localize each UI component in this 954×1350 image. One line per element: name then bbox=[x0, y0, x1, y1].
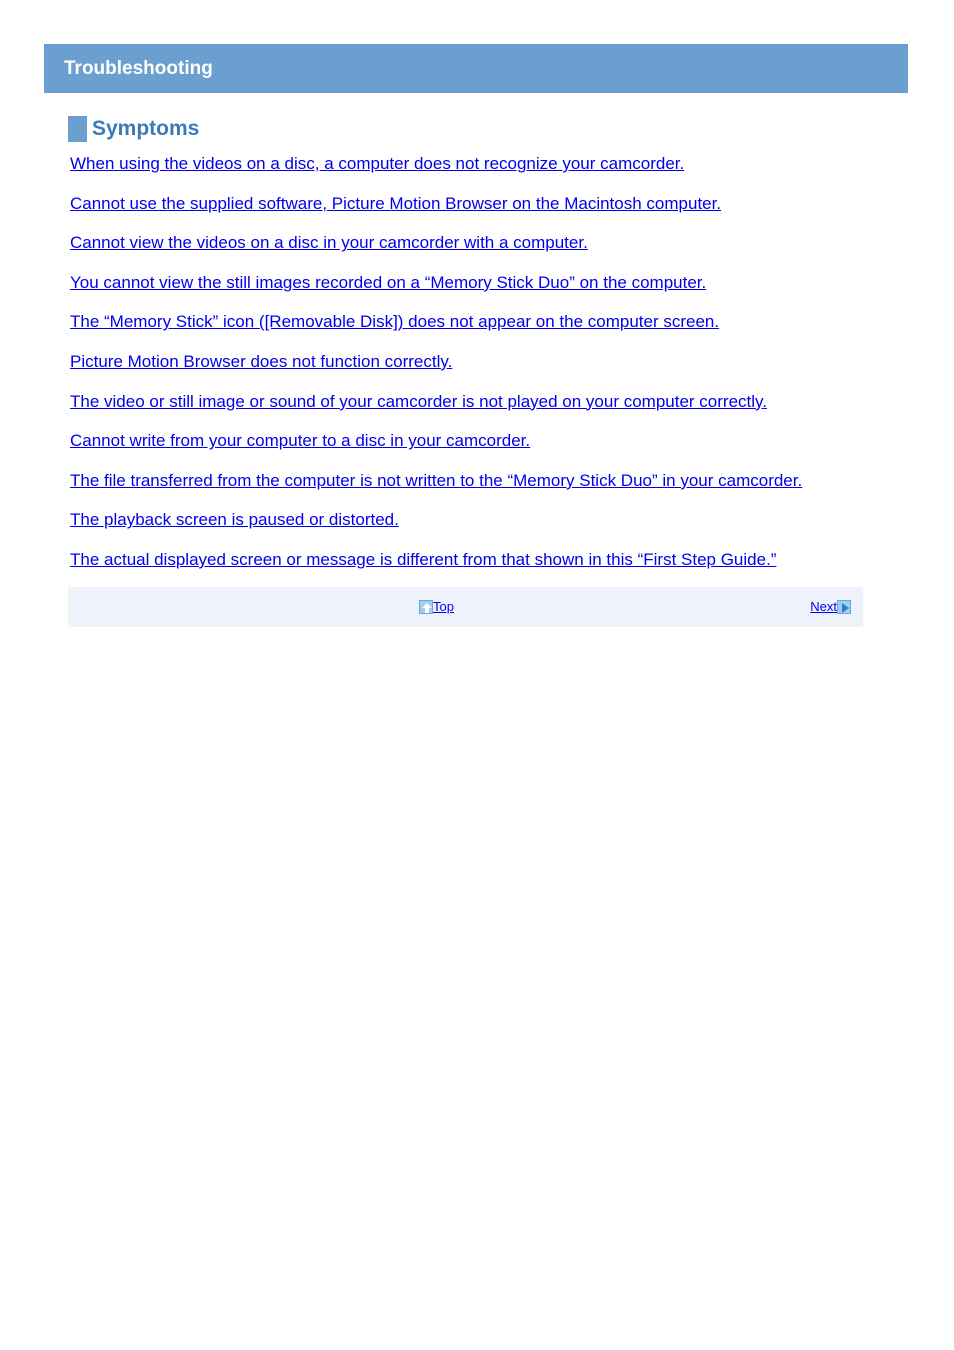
top-link[interactable]: Top bbox=[433, 599, 454, 614]
list-item bbox=[70, 193, 802, 233]
list-item bbox=[70, 509, 802, 549]
symptom-link[interactable]: The video or still image or sound of your camcorder is not played on your computer correctly. bbox=[70, 391, 767, 411]
top-nav[interactable] bbox=[419, 599, 454, 614]
page-title: Troubleshooting bbox=[64, 57, 213, 79]
list-item bbox=[70, 549, 802, 589]
symptoms-heading: Symptoms bbox=[92, 117, 200, 140]
next-nav[interactable] bbox=[810, 599, 851, 614]
list-item bbox=[70, 391, 802, 431]
list-item bbox=[70, 430, 802, 470]
symptom-link[interactable]: The file transferred from the computer is not written to the “Memory Stick Duo” in your camcorder. bbox=[70, 470, 803, 490]
header-bar bbox=[44, 44, 908, 93]
symptom-list bbox=[70, 153, 802, 589]
symptom-link[interactable]: You cannot view the still images recorded on a “Memory Stick Duo” on the computer. bbox=[70, 272, 707, 292]
list-item bbox=[70, 232, 802, 272]
symptom-link[interactable]: The playback screen is paused or distorted. bbox=[70, 510, 399, 530]
list-item bbox=[70, 470, 802, 510]
nav-bar bbox=[68, 587, 863, 627]
list-item bbox=[70, 272, 802, 312]
symptom-link[interactable]: Cannot use the supplied software, Picture Motion Browser on the Macintosh computer. bbox=[70, 193, 722, 213]
symptom-link[interactable]: Cannot view the videos on a disc in your camcorder with a computer. bbox=[70, 233, 588, 253]
symptom-link[interactable]: The “Memory Stick” icon ([Removable Disk]) does not appear on the computer screen. bbox=[70, 312, 720, 332]
symptom-link[interactable]: Picture Motion Browser does not function correctly. bbox=[70, 351, 453, 371]
symptom-link[interactable]: Cannot write from your computer to a disc in your camcorder. bbox=[70, 431, 531, 451]
section-heading bbox=[68, 116, 199, 142]
symptom-link[interactable]: The actual displayed screen or message is different from that shown in this “First Step Guide.” bbox=[70, 549, 777, 569]
next-link[interactable]: Next bbox=[810, 599, 837, 614]
list-item bbox=[70, 153, 802, 193]
list-item bbox=[70, 351, 802, 391]
heading-marker bbox=[68, 116, 87, 142]
list-item bbox=[70, 311, 802, 351]
right-arrow-icon[interactable] bbox=[837, 600, 851, 614]
symptom-link[interactable]: When using the videos on a disc, a computer does not recognize your camcorder. bbox=[70, 154, 685, 173]
up-arrow-icon[interactable] bbox=[419, 600, 433, 614]
